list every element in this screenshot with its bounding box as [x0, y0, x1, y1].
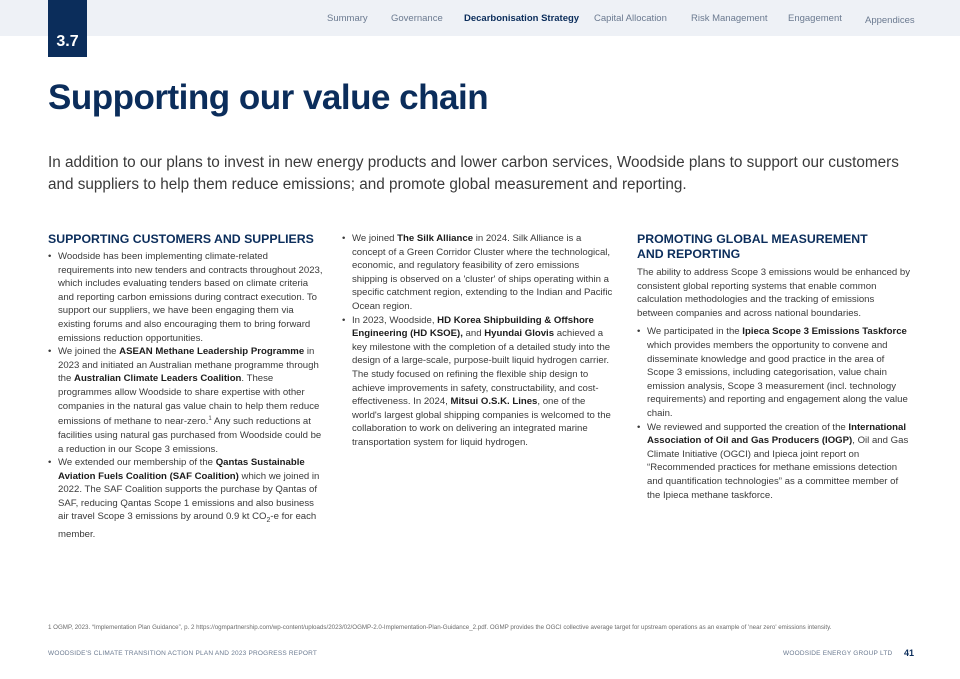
nav-summary[interactable]: Summary [327, 13, 368, 24]
list-item: • We participated in the Ipieca Scope 3 Emissions Taskforce which provides members the opportunity to convene and disseminate knowledge and good practice in the area of Scope 3 emissions, including categorisation, value chain emission analysis, Scope 3 measurement (incl. technology requirements) and reporting and engagement along the value chain. [637, 325, 913, 420]
nav-governance[interactable]: Governance [391, 13, 443, 24]
page-title: Supporting our value chain [48, 78, 489, 117]
bullet-list [637, 325, 913, 502]
list-item: • We joined The Silk Alliance in 2024. Silk Alliance is a concept of a Green Corridor Cluster where the technological, economic, and regulatory feasibility of zero emissions shipping is observed on a 'cluster' of ships operating within a specific catchment region, extending to the Indian and Pacific Ocean region. [342, 232, 616, 314]
bullet-list [342, 232, 616, 450]
heading-promoting-measurement: PROMOTING GLOBAL MEASUREMENT AND REPORTING [637, 232, 868, 261]
nav-capital-allocation[interactable]: Capital Allocation [594, 13, 667, 24]
list-item: • Woodside has been implementing climate-related requirements into new tenders and contracts throughout 2023, which includes evaluating tenders based on climate criteria and reporting carbon emissions during contract execution. To support our suppliers, we have been engaging them via existing forums and also encouraging them to bring forward emissions reduction opportunities. [48, 250, 326, 345]
column-customers-suppliers [48, 232, 326, 542]
nav-risk-management[interactable]: Risk Management [691, 13, 768, 24]
heading-supporting-customers: SUPPORTING CUSTOMERS AND SUPPLIERS [48, 232, 314, 246]
footer-report-title: WOODSIDE'S CLIMATE TRANSITION ACTION PLAN AND 2023 PROGRESS REPORT [48, 650, 318, 657]
section-number-tab [48, 0, 87, 57]
bullet-list [48, 250, 326, 542]
list-item: • We joined the ASEAN Methane Leadership Programme in 2023 and initiated an Australian methane programme through the Australian Climate Leaders Coalition. These programmes allow Woodside to share expertise with other companies in the natural gas value chain to help them reduce emissions of methane to near-zero.$^1$ Any such reductions at facilities using natural gas purchased from Woodside could be a reduction in our Scope 3 emissions. [48, 345, 326, 456]
footnote-reference: 1 [208, 416, 212, 423]
page-number: 41 [904, 648, 915, 658]
measurement-paragraph: The ability to address Scope 3 emissions would be enhanced by consistent global reporting systems that enable common calculation methodologies and the tracking of emissions between companies and across national boundaries. [637, 267, 911, 319]
column-shipping [342, 232, 616, 450]
footer-company: WOODSIDE ENERGY GROUP LTD [783, 650, 893, 657]
list-item: • We extended our membership of the Qantas Sustainable Aviation Fuels Coalition (SAF Coalition) which we joined in 2022. The SAF Coalition supports the purchase by Qantas of SAF, reducing Qantas Scope 1 emissions and also business air travel Scope 3 emissions by around 0.9 kt $CO_2-e$ for each member. [48, 456, 326, 541]
footnote: 1 OGMP, 2023. “Implementation Plan Guidance”, p. 2 https://ogmpartnership.com/wp-content/uploads/2023/02/OGMP-2.0-Implementation-Plan-Guidance_2.pdf. OGMP provides the OGCI collective average target for upstream operations as an example of 'near zero' emissions intensity. [48, 624, 832, 631]
column-global-measurement [637, 232, 913, 502]
intro-paragraph: In addition to our plans to invest in new energy products and lower carbon services, Woodside plans to support our customers and suppliers to help them reduce emissions; and promote global measurement and reporting. [48, 154, 899, 193]
nav-decarbonisation-strategy[interactable]: Decarbonisation Strategy [464, 13, 580, 24]
section-number: 3.7 [56, 33, 79, 50]
list-item: • In 2023, Woodside, HD Korea Shipbuilding & Offshore Engineering (HD KSOE), and Hyundai Glovis achieved a key milestone with the completion of a detailed study into the design of a large-scale, purpose-built liquid hydrogen carrier. The study focused on refining the flexible ship design to achieve improvements in safety, constructability, and cost-effectiveness. In 2024, Mitsui O.S.K. Lines, one of the world's largest global shipping companies is welcomed to the collaboration to work on delivering an integrated marine transportation system for liquid hydrogen. [342, 314, 616, 450]
list-item: • We reviewed and supported the creation of the International Association of Oil and Gas Producers (IOGP), Oil and Gas Climate Initiative (OGCI) and Ipieca joint report on “Recommended practices for methane emissions detection and quantification technologies” as a committee member of the Ipieca methane taskforce. [637, 421, 913, 503]
nav-appendices[interactable]: Appendices [865, 15, 915, 26]
nav-engagement[interactable]: Engagement [788, 13, 842, 24]
